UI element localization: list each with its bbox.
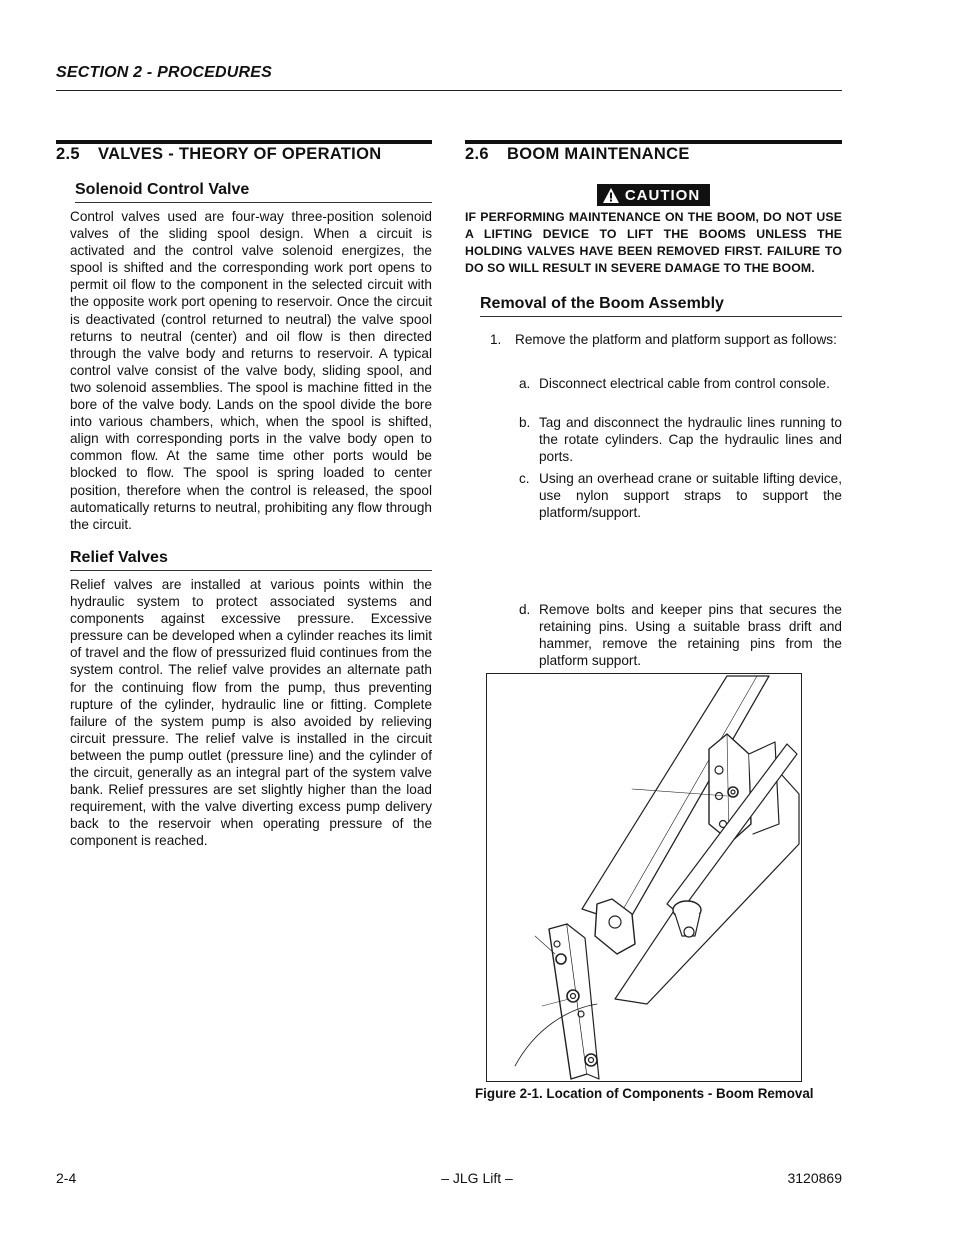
section-2-6-heading [465, 145, 690, 164]
list-text: Remove bolts and keeper pins that secures the retaining pins. Using a suitable brass drift and hammer, remove the retaining pins from the platform support. [539, 602, 842, 669]
list-text: Using an overhead crane or suitable lifting device, use nylon support straps to support the platform/support. [539, 471, 842, 521]
relief-valves-paragraph: Relief valves are installed at various points within the hydraulic system to protect associated systems and components against excessive pressure. Excessive pressure can be developed when a cylinder reaches its limit of travel and the flow of pressurized fluid continues from the system control. The relief valve provides an alternate path for the continuing flow from the pump, thus preventing rupture of the cylinder, hydraulic line or fitting. Complete failure of the system pump is also avoided by relieving circuit pressure. The relief valve is installed in the circuit between the pump outlet (pressure line) and the cylinder of the circuit, generally as an integral part of the system valve bank. Relief pressures are set slightly higher than the load requirement, with the valve diverting excess pump delivery back to the reservoir when operating pressure of the component is reached. [70, 577, 432, 849]
list-item [490, 331, 842, 348]
list-marker: b. [519, 415, 531, 430]
list-text: Disconnect electrical cable from control console. [539, 376, 830, 391]
list-text: Remove the platform and platform support as follows: [515, 332, 837, 347]
heading-number: 2.6 [465, 145, 489, 163]
section-2-5-heading [56, 145, 381, 164]
caution-label: CAUTION [624, 186, 701, 204]
boom-removal-figure [486, 673, 802, 1082]
relief-valves-heading: Relief Valves [70, 549, 432, 571]
caution-text: IF PERFORMING MAINTENANCE ON THE BOOM, DO NOT USE A LIFTING DEVICE TO LIFT THE BOOMS UNLESS THE HOLDING VALVES HAVE BEEN REMOVED FIRST. FAILURE TO DO SO WILL RESULT IN SEVERE DAMAGE TO THE BOOM. [465, 210, 842, 275]
section-header: SECTION 2 - PROCEDURES [56, 64, 272, 81]
solenoid-control-valve-heading: Solenoid Control Valve [75, 181, 432, 203]
removal-boom-assembly-heading: Removal of the Boom Assembly [480, 295, 842, 317]
caution-banner [465, 184, 842, 208]
solenoid-control-valve-paragraph: Control valves used are four-way three-position solenoid valves of the sliding spool design. When a circuit is activated and the control valve solenoid energizes, the spool is shifted and the corresponding work port opens to permit oil flow to the component in the selected circuit with the opposite work port opening to reservoir. Once the circuit is deactivated (control returned to neutral) the valve spool returns to neutral (center) and oil flow is then directed through the valve body and returns to reservoir. A typical control valve consist of the valve body, sliding spool, and two solenoid assemblies. The spool is machine fitted in the bore of the valve body. Lands on the spool divide the bore into various chambers, which, when the spool is shifted, align with corresponding ports in the valve body open to common flow. At the same time other ports would be blocked to flow. The spool is spring loaded to center position, therefore when the control is released, the spool automatically returns to neutral, prohibiting any flow through the circuit. [70, 209, 432, 532]
boom-illustration [487, 674, 801, 1081]
figure-caption: Figure 2-1. Location of Components - Boom Removal [475, 1086, 814, 1101]
list-item [519, 414, 842, 465]
list-marker: a. [519, 376, 531, 391]
list-marker: d. [519, 602, 531, 617]
list-marker: c. [519, 471, 530, 486]
list-item [519, 375, 842, 392]
document-number: 3120869 [787, 1170, 842, 1186]
list-item [519, 470, 842, 521]
list-text: Tag and disconnect the hydraulic lines running to the rotate cylinders. Cap the hydraulic lines and ports. [539, 415, 842, 465]
heading-title: BOOM MAINTENANCE [507, 145, 690, 163]
list-marker: 1. [490, 332, 502, 347]
list-item [519, 601, 842, 669]
caution-badge [597, 184, 710, 206]
left-column-rule [56, 140, 432, 144]
heading-number: 2.5 [56, 145, 80, 163]
footer-center-text: – JLG Lift – [441, 1170, 513, 1186]
page-number: 2-4 [56, 1170, 77, 1186]
heading-title: VALVES - THEORY OF OPERATION [98, 145, 382, 163]
header-rule [56, 90, 842, 91]
right-column-rule [465, 140, 842, 144]
warning-triangle-icon [603, 188, 619, 203]
